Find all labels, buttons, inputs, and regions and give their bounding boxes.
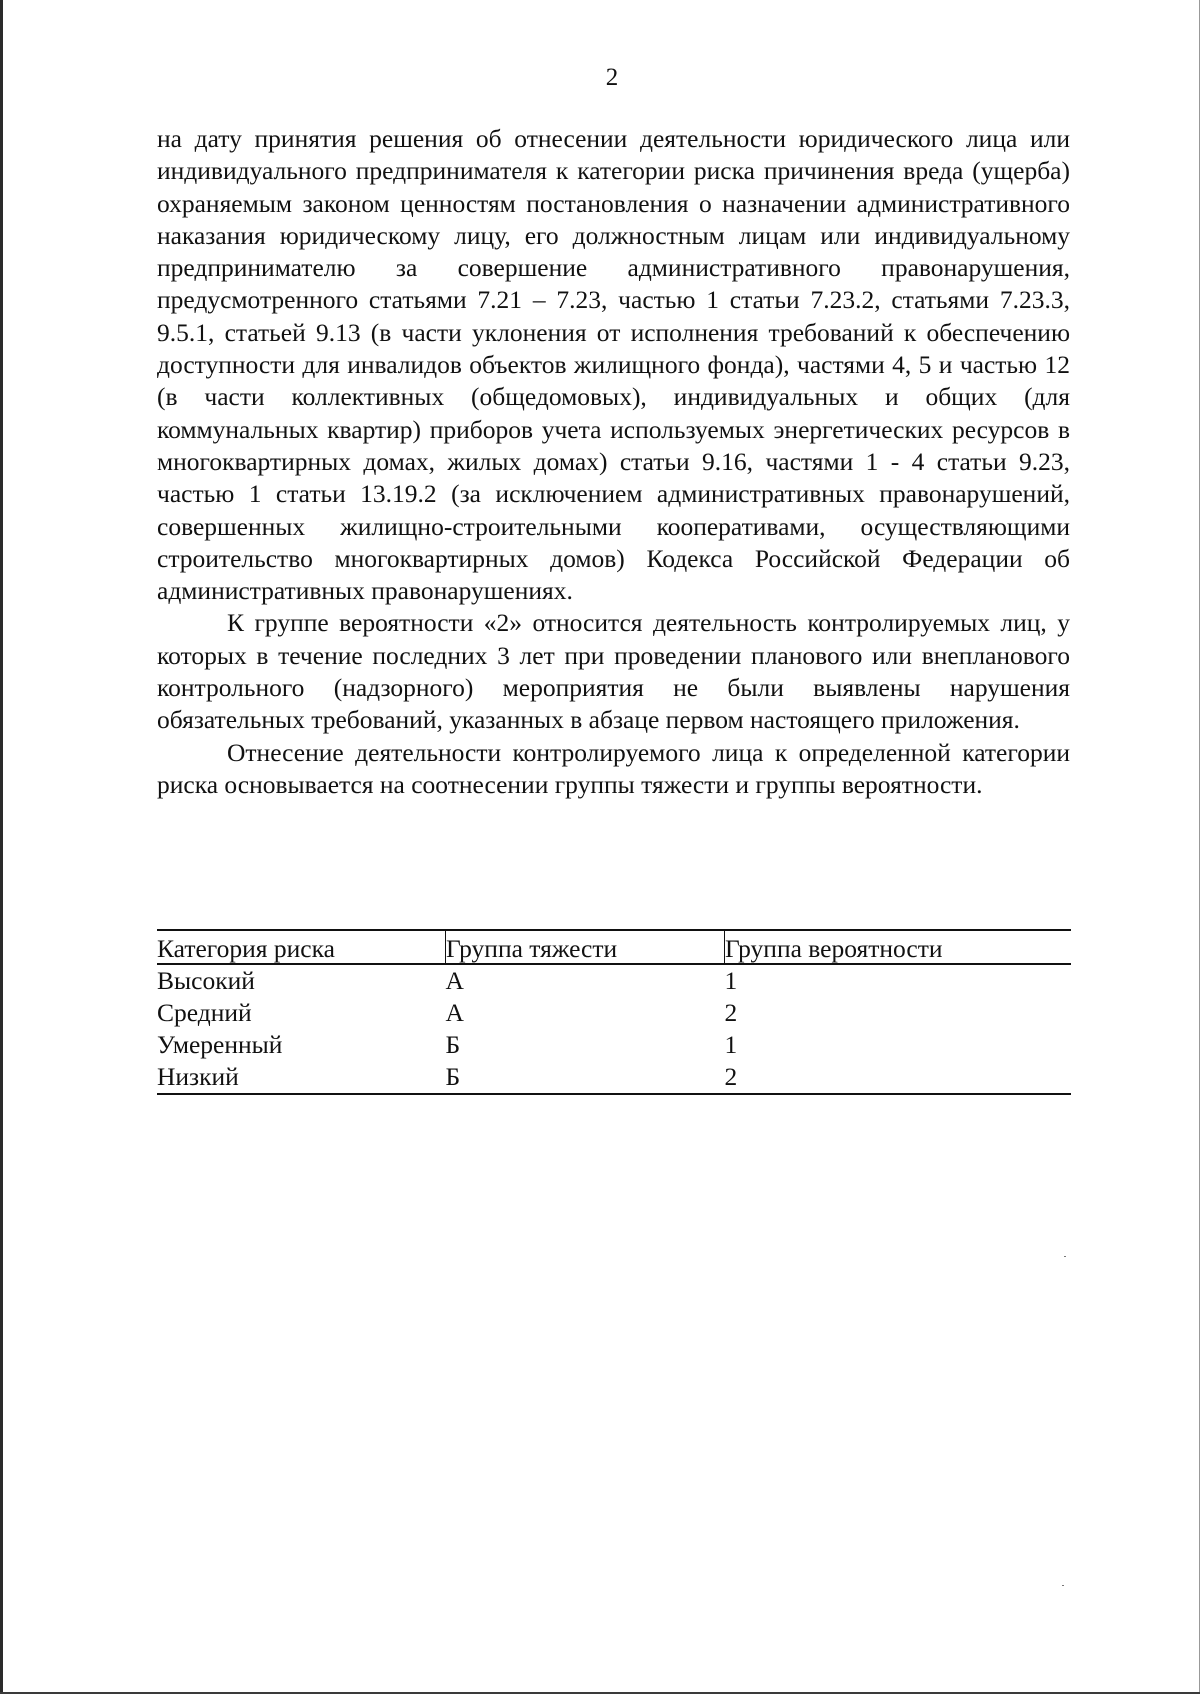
page-number: 2 <box>605 64 619 91</box>
risk-category-table <box>157 929 1071 1095</box>
table-row <box>157 997 1071 1029</box>
table-row <box>157 1029 1071 1061</box>
document-body <box>157 123 1070 801</box>
scan-edge-left <box>0 0 3 1694</box>
header-severity-group: Группа тяжести <box>446 930 725 964</box>
cell-probability-group: 1 <box>724 1030 738 1059</box>
cell-risk-category: Низкий <box>157 1062 239 1091</box>
cell-risk-category: Средний <box>157 998 252 1027</box>
cell-severity-group: А <box>445 966 464 995</box>
cell-severity-group: Б <box>445 1062 461 1091</box>
cell-probability-group: 2 <box>724 1062 738 1091</box>
table-row <box>157 1061 1071 1094</box>
cell-probability-group: 2 <box>724 998 738 1027</box>
cell-probability-group: 1 <box>724 966 738 995</box>
cell-severity-group: Б <box>445 1030 461 1059</box>
paragraph-continuation: на дату принятия решения об отнесении деятельности юридического лица или индивидуального предпринимателя к категории риска причинения вреда (ущерба) охраняемым законом ценностям постановления о назначении административного наказания юридическому лицу, его должностным лицам или индивидуальному предпринимателю за совершение административного правонарушения, предусмотренного статьями 7.21 – 7.23, частью 1 статьи 7.23.2, статьями 7.23.3, 9.5.1, статьей 9.13 (в части уклонения от исполнения требований к обеспечению доступности для инвалидов объектов жилищного фонда), частями 4, 5 и частью 12 (в части коллективных (общедомовых), индивидуальных и общих (для коммунальных квартир) приборов учета используемых энергетических ресурсов в многоквартирных домах, жилых домах) статьи 9.16, частями 1 - 4 статьи 9.23, частью 1 статьи 13.19.2 (за исключением административных правонарушений, совершенных жилищно-строительными кооперативами, осуществляющими строительство многоквартирных домов) Кодекса Российской Федерации об административных правонарушениях. <box>157 124 1070 606</box>
paragraph-risk-category-assignment: Отнесение деятельности контролируемого лица к определенной категории риска основывается на соотнесении группы тяжести и группы вероятности. <box>157 737 1070 799</box>
header-probability-group: Группа вероятности <box>725 930 1072 964</box>
paragraph-probability-group-2: К группе вероятности «2» относится деятельность контролируемых лиц, у которых в течение последних 3 лет при проведении планового или внепланового контрольного (надзорного) мероприятия не были выявлены нарушения обязательных требований, указанных в абзаце первом настоящего приложения. <box>157 608 1070 735</box>
header-risk-category: Категория риска <box>157 934 335 963</box>
scan-speck <box>1064 1256 1066 1257</box>
scan-speck <box>1062 1585 1064 1586</box>
table-row <box>157 964 1071 997</box>
table-header-row <box>157 930 1071 964</box>
cell-severity-group: А <box>445 998 464 1027</box>
cell-risk-category: Высокий <box>157 966 255 995</box>
cell-risk-category: Умеренный <box>157 1030 283 1059</box>
